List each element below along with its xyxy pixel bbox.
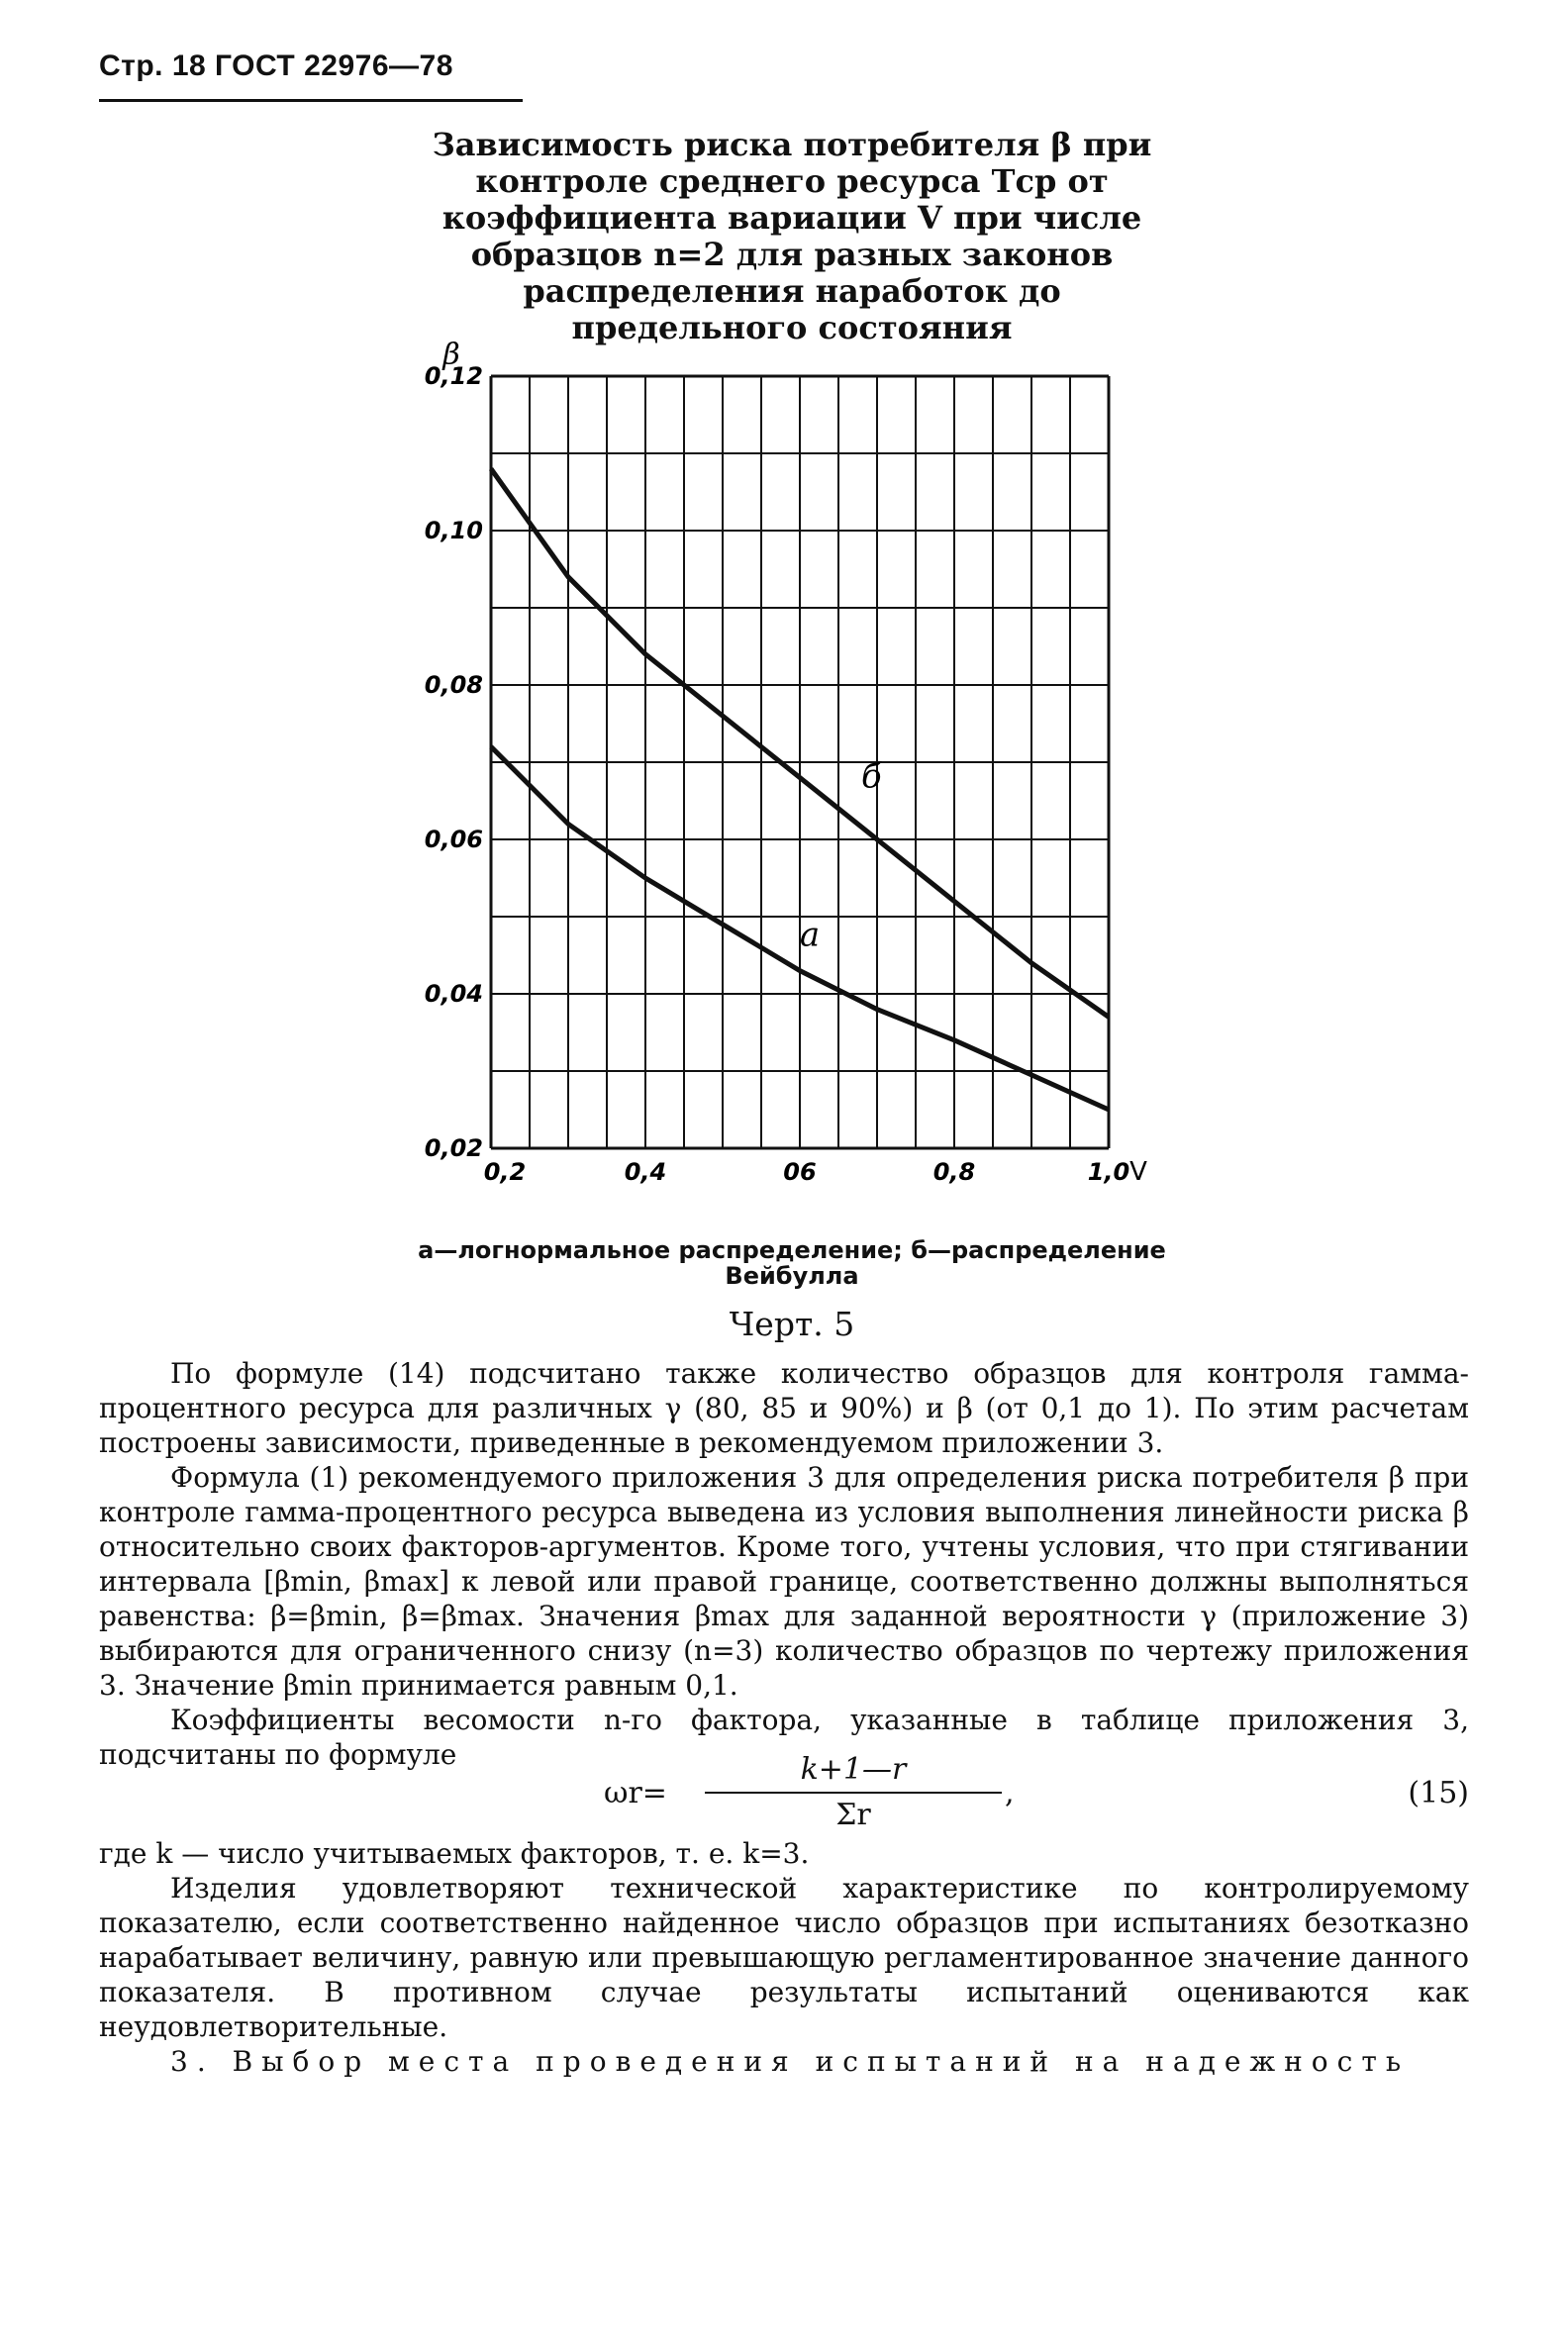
y-axis-label: β [442,338,460,372]
x-tick-label: 0,8 [932,1158,976,1186]
series-label: а [799,915,821,955]
chart-grid [491,376,1109,1148]
chart-title: Зависимость риска потребителя β при контроле среднего ресурса Tср от коэффициента вариации V при числе образцов n=2 для разных законов распределения наработок до предельного состояния [432,126,1152,346]
body-text-2 [99,1836,1469,2079]
formula-15 [99,1752,1469,1831]
fraction-bar [705,1792,1002,1794]
figure-label: Черт. 5 [729,1305,855,1343]
x-tick-label: 06 [783,1158,817,1186]
formula-fraction [705,1752,1002,1835]
header-rule [99,99,523,102]
chart [396,327,1188,1198]
caption-line-2: Вейбулла [725,1262,859,1290]
y-tick-label: 0,04 [424,980,483,1008]
series-label: б [861,756,882,797]
formula-denominator: Σr [835,1798,871,1832]
paragraph: Коэффициенты весомости n-го фактора, указанные в таблице приложения 3, подсчитаны по формуле [99,1704,1469,1771]
x-tick-label: 0,2 [483,1158,527,1186]
x-axis-label: V [1129,1157,1147,1187]
y-tick-label: 0,10 [424,517,483,544]
y-tick-label: 0,06 [424,826,483,853]
x-tick-label: 1,0 [1087,1158,1130,1186]
y-tick-label: 0,02 [424,1134,483,1162]
body-text [99,1356,1469,1772]
formula-comma: , [1005,1776,1015,1810]
page-header: Стр. 18 ГОСТ 22976—78 [99,49,453,82]
paragraph: Формула (1) рекомендуемого приложения 3 для определения риска потребителя β при контроле гамма-процентного ресурса выведена из условия выполнения линейности риска β относительно своих факторов-аргументов. Кроме того, учтены условия, что при стягивании интервала [βmin, βmax] к левой или правой границе, соответственно должны выполняться равенства: β=βmin, β=βmax. Значения βmax для заданной вероятности γ (приложение 3) выбираются для ограниченного снизу (n=3) количество образцов по чертежу приложения 3. Значение βmin принимается равным 0,1. [99,1461,1469,1702]
y-tick-label: 0,08 [424,671,483,699]
caption-line-1: а—логнормальное распределение; б—распределение [418,1236,1166,1264]
paragraph: где k — число учитываемых факторов, т. е. k=3. [99,1837,810,1870]
formula-numerator: k+1—r [800,1752,907,1787]
paragraph: По формуле (14) подсчитано также количество образцов для контроля гамма-процентного ресурса для различных γ (80, 85 и 90%) и β (от 0,1 до 1). По этим расчетам построены зависимости, приведенные в рекомендуемом приложении 3. [99,1357,1469,1459]
section-heading: 3. Выбор места проведения испытаний на надежность [170,2045,1411,2078]
formula-lhs: ωr= [604,1776,667,1810]
x-tick-label: 0,4 [624,1158,667,1186]
equation-number: (15) [1408,1776,1469,1810]
y-tick-label: 0,12 [424,362,483,390]
paragraph: Изделия удовлетворяют технической характеристике по контролируемому показателю, если соответственно найденное число образцов при испытаниях безотказно нарабатывает величину, равную или превышающую регламентированное значение данного показателя. В противном случае результаты испытаний оцениваются как неудовлетворительные. [99,1872,1469,2043]
chart-caption [396,1237,1188,1289]
